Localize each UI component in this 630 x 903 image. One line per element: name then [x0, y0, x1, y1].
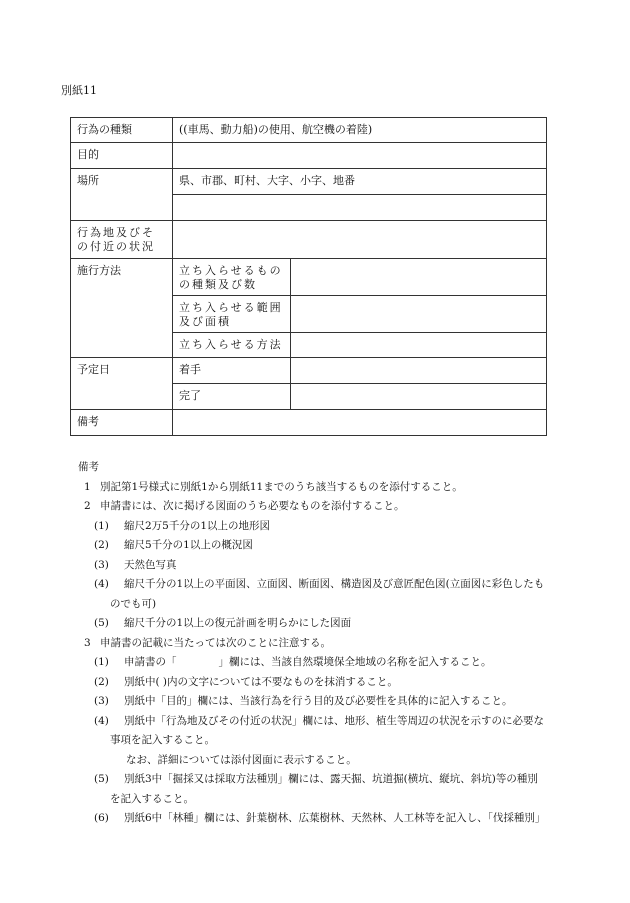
note-item	[60, 712, 590, 732]
act-type-label: 行為の種類	[71, 118, 173, 143]
note-item	[60, 634, 590, 654]
note-item	[60, 790, 590, 810]
note-item	[60, 614, 590, 634]
note-text: 別紙中「目的」欄には、当該行為を行う目的及び必要性を具体的に記入すること。	[124, 695, 513, 707]
note-text: 縮尺千分の1以上の平面図、立面図、断面図、構造図及び意匠配色図(立面図に彩色したも	[124, 578, 545, 590]
note-text: 天然色写真	[124, 558, 177, 571]
schedule-item-field[interactable]	[291, 358, 547, 384]
method-item-field[interactable]	[291, 296, 547, 333]
note-number: (5)	[94, 617, 109, 629]
note-item	[60, 575, 590, 595]
note-number: (4)	[94, 714, 109, 727]
note-item	[60, 595, 590, 615]
note-item	[60, 497, 590, 517]
note-item	[60, 751, 590, 771]
location-value: 県、市郡、町村、大字、小字、地番	[173, 169, 547, 195]
note-number: (6)	[94, 812, 109, 824]
method-item-label: 立ち入らせるものの種類及び数	[173, 259, 291, 296]
note-text: のでも可)	[110, 597, 157, 610]
act-type-value: ((車馬、動力船)の使用、航空機の着陸)	[173, 118, 547, 143]
note-text: 別紙中「行為地及びその付近の状況」欄には、地形、植生等周辺の状況を示すのに必要な	[124, 714, 544, 727]
note-item	[60, 770, 590, 790]
note-number: (5)	[94, 773, 109, 785]
application-form-table	[70, 117, 547, 436]
method-item-field[interactable]	[291, 259, 547, 296]
note-item	[60, 692, 590, 712]
note-number: (2)	[94, 675, 109, 688]
note-number: (3)	[94, 558, 109, 571]
document-label: 別紙11	[61, 84, 97, 97]
surroundings-field[interactable]	[173, 221, 547, 259]
method-item-label: 立ち入らせる範囲及び面積	[173, 296, 291, 333]
note-number: 1	[84, 480, 91, 493]
note-number: (1)	[94, 519, 109, 532]
note-number: (4)	[94, 578, 109, 590]
remarks-label: 備考	[71, 410, 173, 436]
schedule-item-label: 完了	[173, 384, 291, 410]
note-text: 申請書には、次に掲げる図面のうち必要なものを添付すること。	[100, 500, 405, 512]
purpose-label: 目的	[71, 143, 173, 169]
notes-section	[60, 458, 590, 829]
note-number: (3)	[94, 695, 109, 707]
note-item	[60, 517, 590, 537]
purpose-row	[71, 143, 547, 169]
note-number: (1)	[94, 656, 109, 668]
location-label: 場所	[71, 169, 173, 221]
note-text: 別記第1号様式に別紙1から別紙11までのうち該当するものを添付すること。	[100, 480, 463, 493]
note-item	[60, 536, 590, 556]
note-text: 縮尺千分の1以上の復元計画を明らかにした図面	[124, 617, 352, 629]
note-item	[60, 809, 590, 829]
note-text: 申請書の記載に当たっては次のことに注意する。	[100, 636, 331, 649]
note-number: 2	[84, 500, 91, 512]
note-item	[60, 556, 590, 576]
surroundings-label: 行為地及びその付近の状況	[71, 221, 173, 259]
note-text: を記入すること。	[110, 792, 194, 805]
surroundings-row	[71, 221, 547, 259]
note-item	[60, 673, 590, 693]
note-item	[60, 653, 590, 673]
remarks-row	[71, 410, 547, 436]
note-text: 申請書の「 」欄には、当該自然環境保全地域の名称を記入すること。	[124, 656, 492, 668]
act-type-row	[71, 118, 547, 143]
method-label: 施行方法	[71, 259, 173, 358]
method-row-1	[71, 259, 547, 296]
location-detail-field[interactable]	[173, 195, 547, 221]
note-number: (2)	[94, 539, 109, 551]
note-text: 縮尺5千分の1以上の概況図	[124, 539, 253, 551]
remarks-field[interactable]	[173, 410, 547, 436]
note-item	[60, 478, 590, 498]
note-number: 3	[84, 636, 91, 649]
location-row	[71, 169, 547, 195]
schedule-item-label: 着手	[173, 358, 291, 384]
note-text: 縮尺2万5千分の1以上の地形図	[124, 519, 271, 532]
notes-list	[60, 478, 590, 829]
note-text: なお、詳細については添付図面に表示すること。	[126, 753, 357, 766]
notes-heading: 備考	[78, 461, 99, 473]
method-item-field[interactable]	[291, 333, 547, 358]
note-item	[60, 731, 590, 751]
purpose-field[interactable]	[173, 143, 547, 169]
note-text: 別紙3中「掘採又は採取方法種別」欄には、露天掘、坑道掘(横坑、縦坑、斜坑)等の種別	[124, 773, 538, 785]
method-item-label: 立ち入らせる方法	[173, 333, 291, 358]
note-text: 別紙中( )内の文字については不要なものを抹消すること。	[124, 675, 398, 688]
schedule-item-field[interactable]	[291, 384, 547, 410]
schedule-row-1	[71, 358, 547, 384]
note-text: 事項を記入すること。	[110, 734, 215, 746]
notes-heading-row	[60, 458, 590, 478]
schedule-label: 予定日	[71, 358, 173, 410]
note-text: 別紙6中「林種」欄には、針葉樹林、広葉樹林、天然林、人工林等を記入し、「伐採種別」	[124, 812, 546, 824]
